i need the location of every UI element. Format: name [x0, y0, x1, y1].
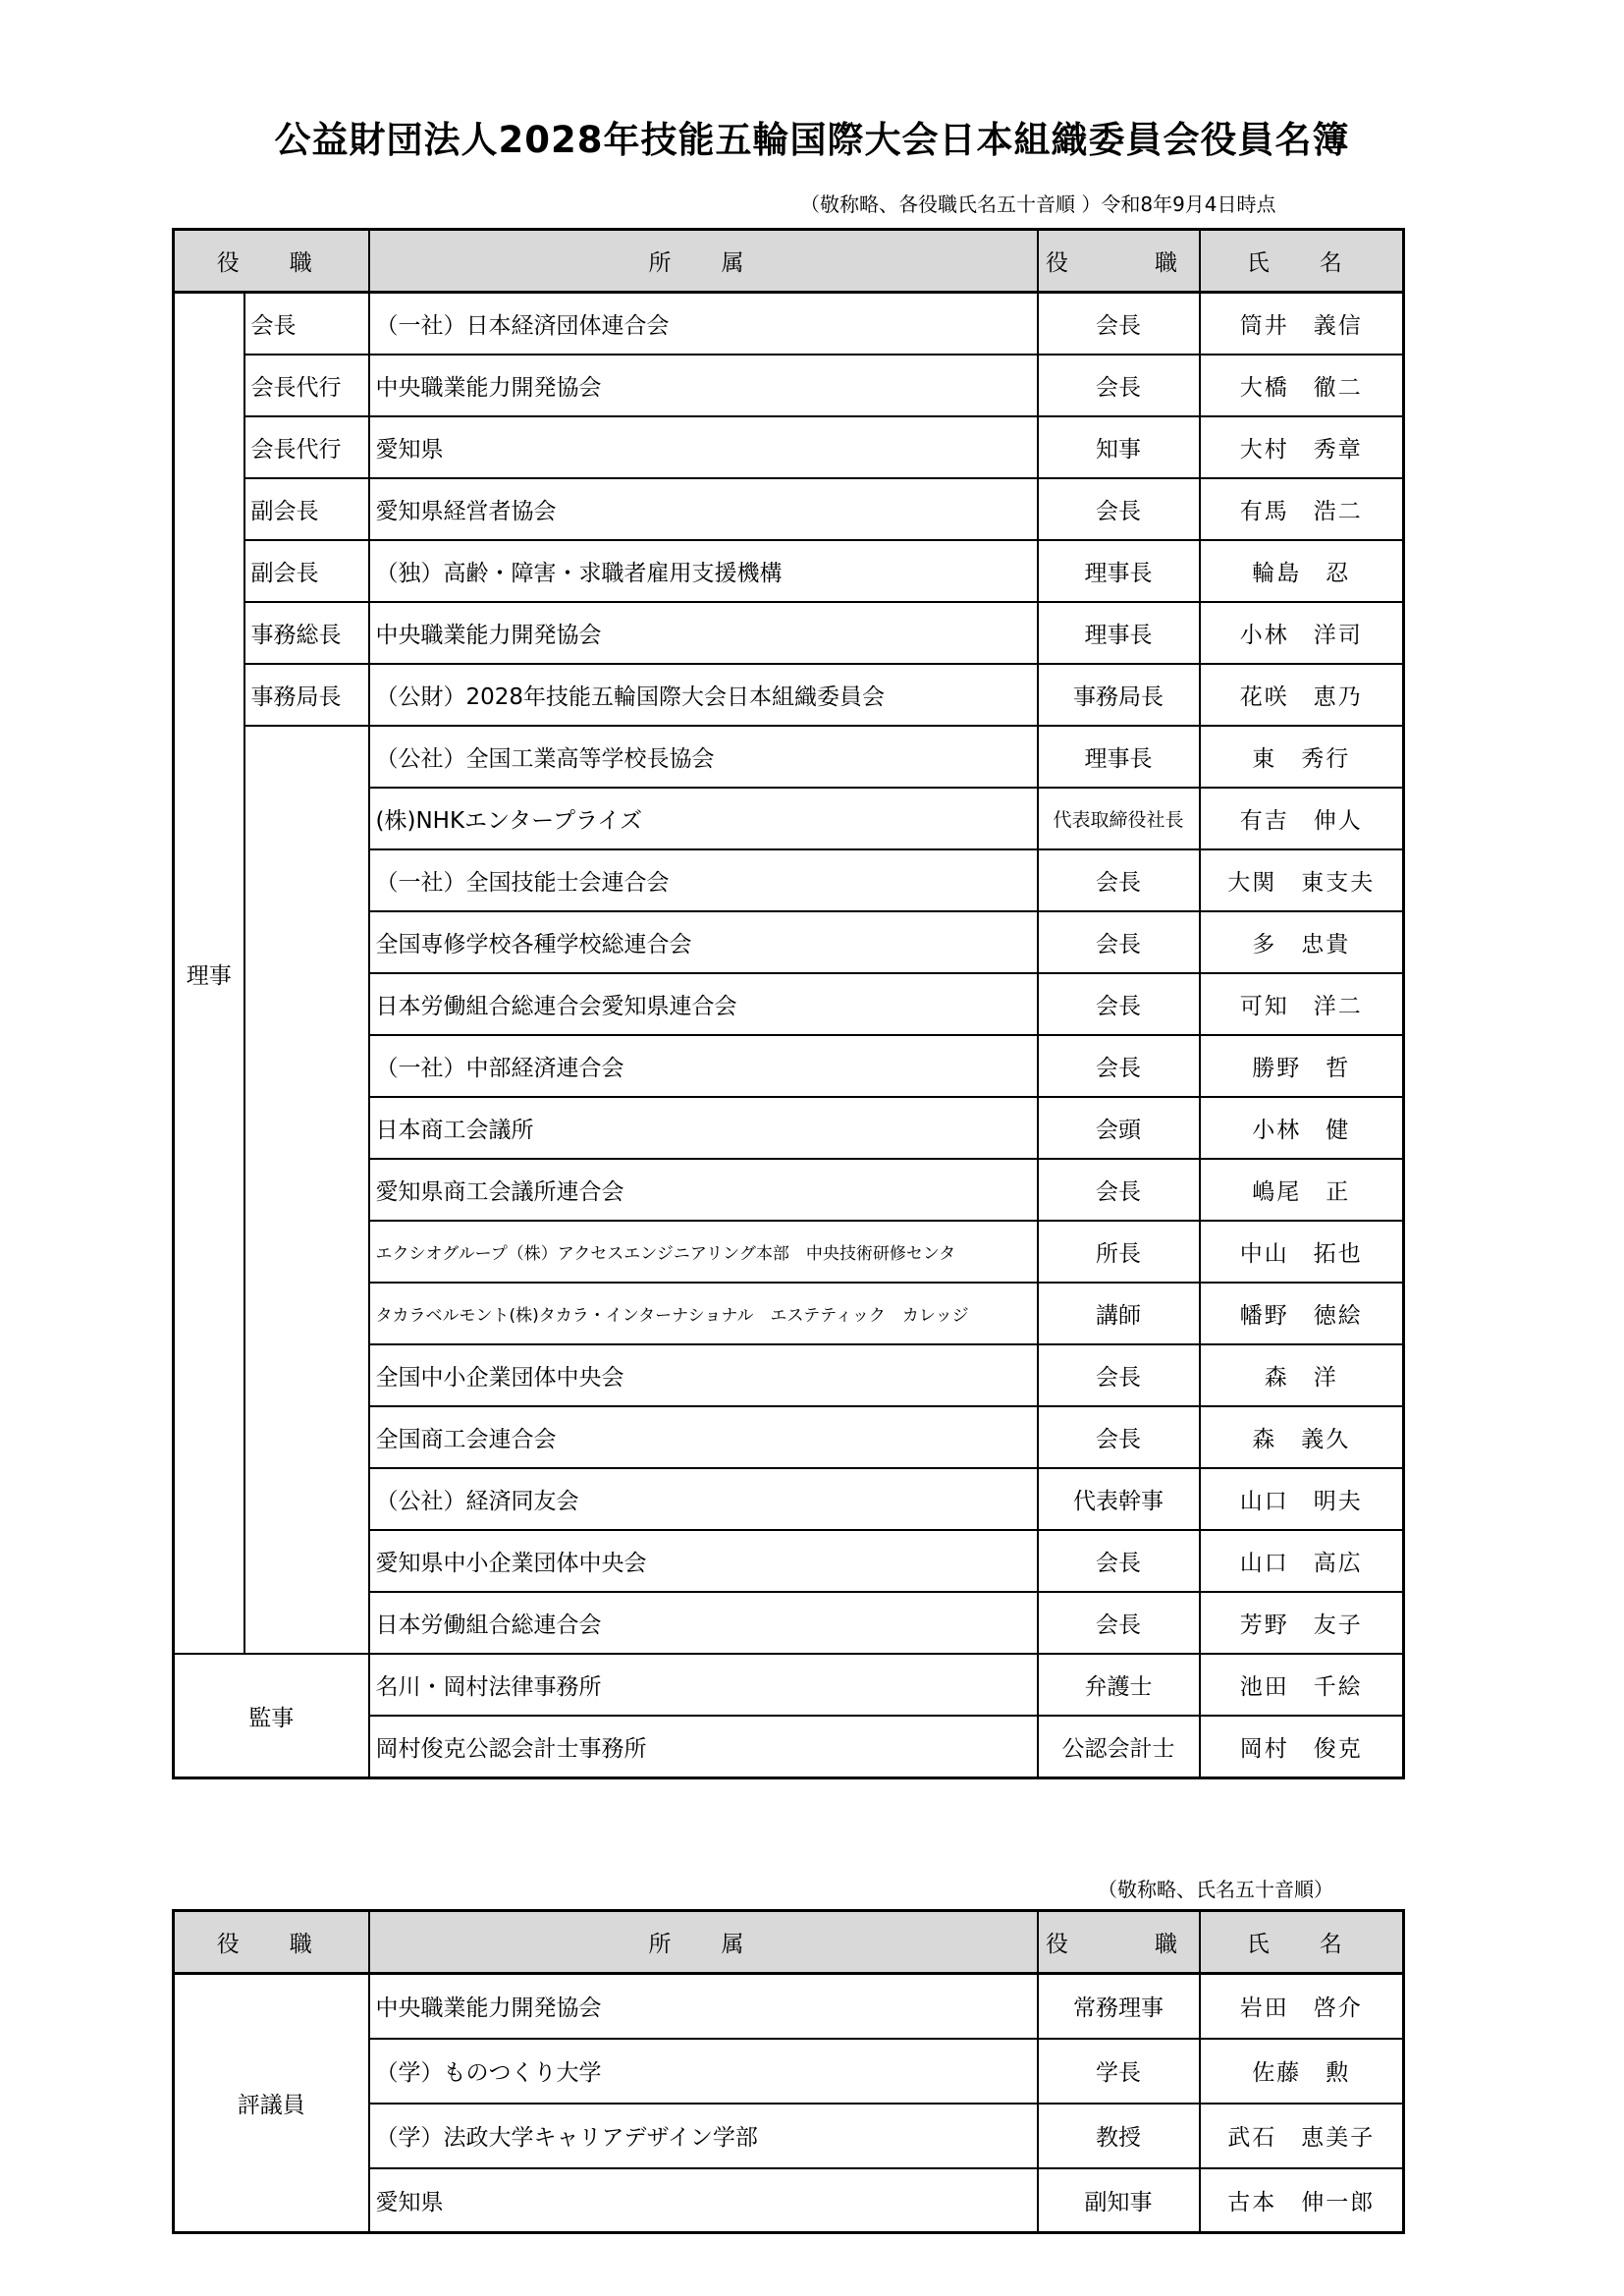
officer-org: 中央職業能力開発協会 — [369, 602, 1038, 664]
header-position: 役 職 — [1038, 230, 1200, 293]
councilor-org: （学）法政大学キャリアデザイン学部 — [369, 2104, 1038, 2168]
header-org: 所 属 — [369, 230, 1038, 293]
councilor-org: （学）ものつくり大学 — [369, 2039, 1038, 2104]
director-org: 日本労働組合総連合会愛知県連合会 — [369, 973, 1038, 1035]
councilor-name: 武石 恵美子 — [1200, 2104, 1404, 2168]
director-position: 講師 — [1038, 1283, 1200, 1344]
director-name: 可知 洋二 — [1200, 973, 1404, 1035]
director-name: 芳野 友子 — [1200, 1592, 1404, 1654]
officer-position: 事務局長 — [1038, 664, 1200, 726]
table-row — [174, 293, 1404, 355]
director-org: 全国商工会連合会 — [369, 1406, 1038, 1468]
table-row — [174, 602, 1404, 664]
director-org: 愛知県商工会議所連合会 — [369, 1159, 1038, 1221]
councilor-position: 常務理事 — [1038, 1974, 1200, 2039]
director-name: 山口 明夫 — [1200, 1468, 1404, 1530]
auditor-org: 岡村俊克公認会計士事務所 — [369, 1716, 1038, 1778]
officer-org: 愛知県経営者協会 — [369, 478, 1038, 540]
director-group-label: 理事 — [174, 293, 244, 1655]
director-name: 嶋尾 正 — [1200, 1159, 1404, 1221]
auditor-org: 名川・岡村法律事務所 — [369, 1654, 1038, 1716]
table-header-row — [174, 1911, 1404, 1974]
officer-org: 愛知県 — [369, 416, 1038, 478]
director-org: (株)NHKエンタープライズ — [369, 788, 1038, 849]
officers-table-body — [174, 293, 1404, 1778]
table-row — [174, 478, 1404, 540]
director-org: （公社）経済同友会 — [369, 1468, 1038, 1530]
officer-title: 会長 — [244, 293, 369, 355]
director-name: 山口 高広 — [1200, 1530, 1404, 1592]
auditor-group-label: 監事 — [174, 1654, 369, 1778]
header-role: 役 職 — [174, 1911, 369, 1974]
director-position: 会長 — [1038, 1344, 1200, 1406]
director-position: 会長 — [1038, 1530, 1200, 1592]
director-name: 多 忠貴 — [1200, 911, 1404, 973]
councilor-name: 佐藤 勲 — [1200, 2039, 1404, 2104]
table-row — [174, 664, 1404, 726]
officer-position: 会長 — [1038, 293, 1200, 355]
councilor-org: 中央職業能力開発協会 — [369, 1974, 1038, 2039]
director-position: 理事長 — [1038, 726, 1200, 788]
councilor-position: 副知事 — [1038, 2168, 1200, 2233]
director-position: 所長 — [1038, 1221, 1200, 1283]
councilor-position: 学長 — [1038, 2039, 1200, 2104]
councilors-table — [172, 1909, 1405, 2234]
table-row — [174, 355, 1404, 416]
officer-name: 小林 洋司 — [1200, 602, 1404, 664]
director-org: 日本商工会議所 — [369, 1097, 1038, 1159]
director-position: 会頭 — [1038, 1097, 1200, 1159]
officer-position: 理事長 — [1038, 540, 1200, 602]
officer-org: 中央職業能力開発協会 — [369, 355, 1038, 416]
table-row — [174, 1654, 1404, 1716]
director-name: 中山 拓也 — [1200, 1221, 1404, 1283]
auditor-position: 弁護士 — [1038, 1654, 1200, 1716]
table-row — [174, 540, 1404, 602]
auditor-position: 公認会計士 — [1038, 1716, 1200, 1778]
director-org: 全国中小企業団体中央会 — [369, 1344, 1038, 1406]
officer-name: 大橋 徹二 — [1200, 355, 1404, 416]
councilor-org: 愛知県 — [369, 2168, 1038, 2233]
director-org: エクシオグループ（株）アクセスエンジニアリング本部 中央技術研修センタ — [369, 1221, 1038, 1283]
officer-title: 副会長 — [244, 540, 369, 602]
director-org: タカラベルモント(株)タカラ・インターナショナル エステティック カレッジ — [369, 1283, 1038, 1344]
councilor-position: 教授 — [1038, 2104, 1200, 2168]
document-title: 公益財団法人2028年技能五輪国際大会日本組織委員会役員名簿 — [274, 119, 1350, 161]
councilor-name: 岩田 啓介 — [1200, 1974, 1404, 2039]
officer-position: 会長 — [1038, 355, 1200, 416]
officer-title: 事務総長 — [244, 602, 369, 664]
officer-org: （公財）2028年技能五輪国際大会日本組織委員会 — [369, 664, 1038, 726]
officer-title: 会長代行 — [244, 416, 369, 478]
officer-title: 会長代行 — [244, 355, 369, 416]
director-name: 幡野 徳絵 — [1200, 1283, 1404, 1344]
auditor-name: 池田 千絵 — [1200, 1654, 1404, 1716]
officer-title: 副会長 — [244, 478, 369, 540]
table-header-row — [174, 230, 1404, 293]
officers-table — [172, 228, 1405, 1779]
officer-position: 会長 — [1038, 478, 1200, 540]
header-org: 所 属 — [369, 1911, 1038, 1974]
header-role: 役 職 — [174, 230, 369, 293]
officer-title: 事務局長 — [244, 664, 369, 726]
header-name: 氏 名 — [1200, 1911, 1404, 1974]
director-name: 勝野 哲 — [1200, 1035, 1404, 1097]
officer-name: 有馬 浩二 — [1200, 478, 1404, 540]
director-position: 会長 — [1038, 1406, 1200, 1468]
table-row — [174, 726, 1404, 788]
header-name: 氏 名 — [1200, 230, 1404, 293]
director-name: 有吉 伸人 — [1200, 788, 1404, 849]
councilor-group-label: 評議員 — [174, 1974, 369, 2233]
officer-name: 大村 秀章 — [1200, 416, 1404, 478]
director-org: （一社）全国技能士会連合会 — [369, 849, 1038, 911]
director-subgroup-blank — [244, 726, 369, 1654]
director-position: 代表幹事 — [1038, 1468, 1200, 1530]
table2-note: （敬称略、氏名五十音順） — [1098, 1878, 1333, 1901]
director-position: 代表取締役社長 — [1038, 788, 1200, 849]
director-name: 森 洋 — [1200, 1344, 1404, 1406]
officer-name: 輪島 忍 — [1200, 540, 1404, 602]
director-name: 大関 東支夫 — [1200, 849, 1404, 911]
director-name: 東 秀行 — [1200, 726, 1404, 788]
table-row — [174, 1974, 1404, 2039]
auditor-name: 岡村 俊克 — [1200, 1716, 1404, 1778]
director-position: 会長 — [1038, 849, 1200, 911]
table-row — [174, 416, 1404, 478]
director-name: 小林 健 — [1200, 1097, 1404, 1159]
director-org: 日本労働組合総連合会 — [369, 1592, 1038, 1654]
header-position: 役 職 — [1038, 1911, 1200, 1974]
officer-org: （一社）日本経済団体連合会 — [369, 293, 1038, 355]
director-name: 森 義久 — [1200, 1406, 1404, 1468]
director-position: 会長 — [1038, 1035, 1200, 1097]
director-org: （公社）全国工業高等学校長協会 — [369, 726, 1038, 788]
officer-org: （独）高齢・障害・求職者雇用支援機構 — [369, 540, 1038, 602]
director-org: 愛知県中小企業団体中央会 — [369, 1530, 1038, 1592]
director-position: 会長 — [1038, 1159, 1200, 1221]
officer-position: 知事 — [1038, 416, 1200, 478]
table1-note: （敬称略、各役職氏名五十音順 ）令和8年9月4日時点 — [800, 192, 1276, 216]
officer-name: 筒井 義信 — [1200, 293, 1404, 355]
director-position: 会長 — [1038, 973, 1200, 1035]
councilor-name: 古本 伸一郎 — [1200, 2168, 1404, 2233]
director-org: （一社）中部経済連合会 — [369, 1035, 1038, 1097]
councilors-table-body — [174, 1974, 1404, 2233]
director-org: 全国専修学校各種学校総連合会 — [369, 911, 1038, 973]
officer-position: 理事長 — [1038, 602, 1200, 664]
director-position: 会長 — [1038, 1592, 1200, 1654]
director-position: 会長 — [1038, 911, 1200, 973]
officer-name: 花咲 恵乃 — [1200, 664, 1404, 726]
